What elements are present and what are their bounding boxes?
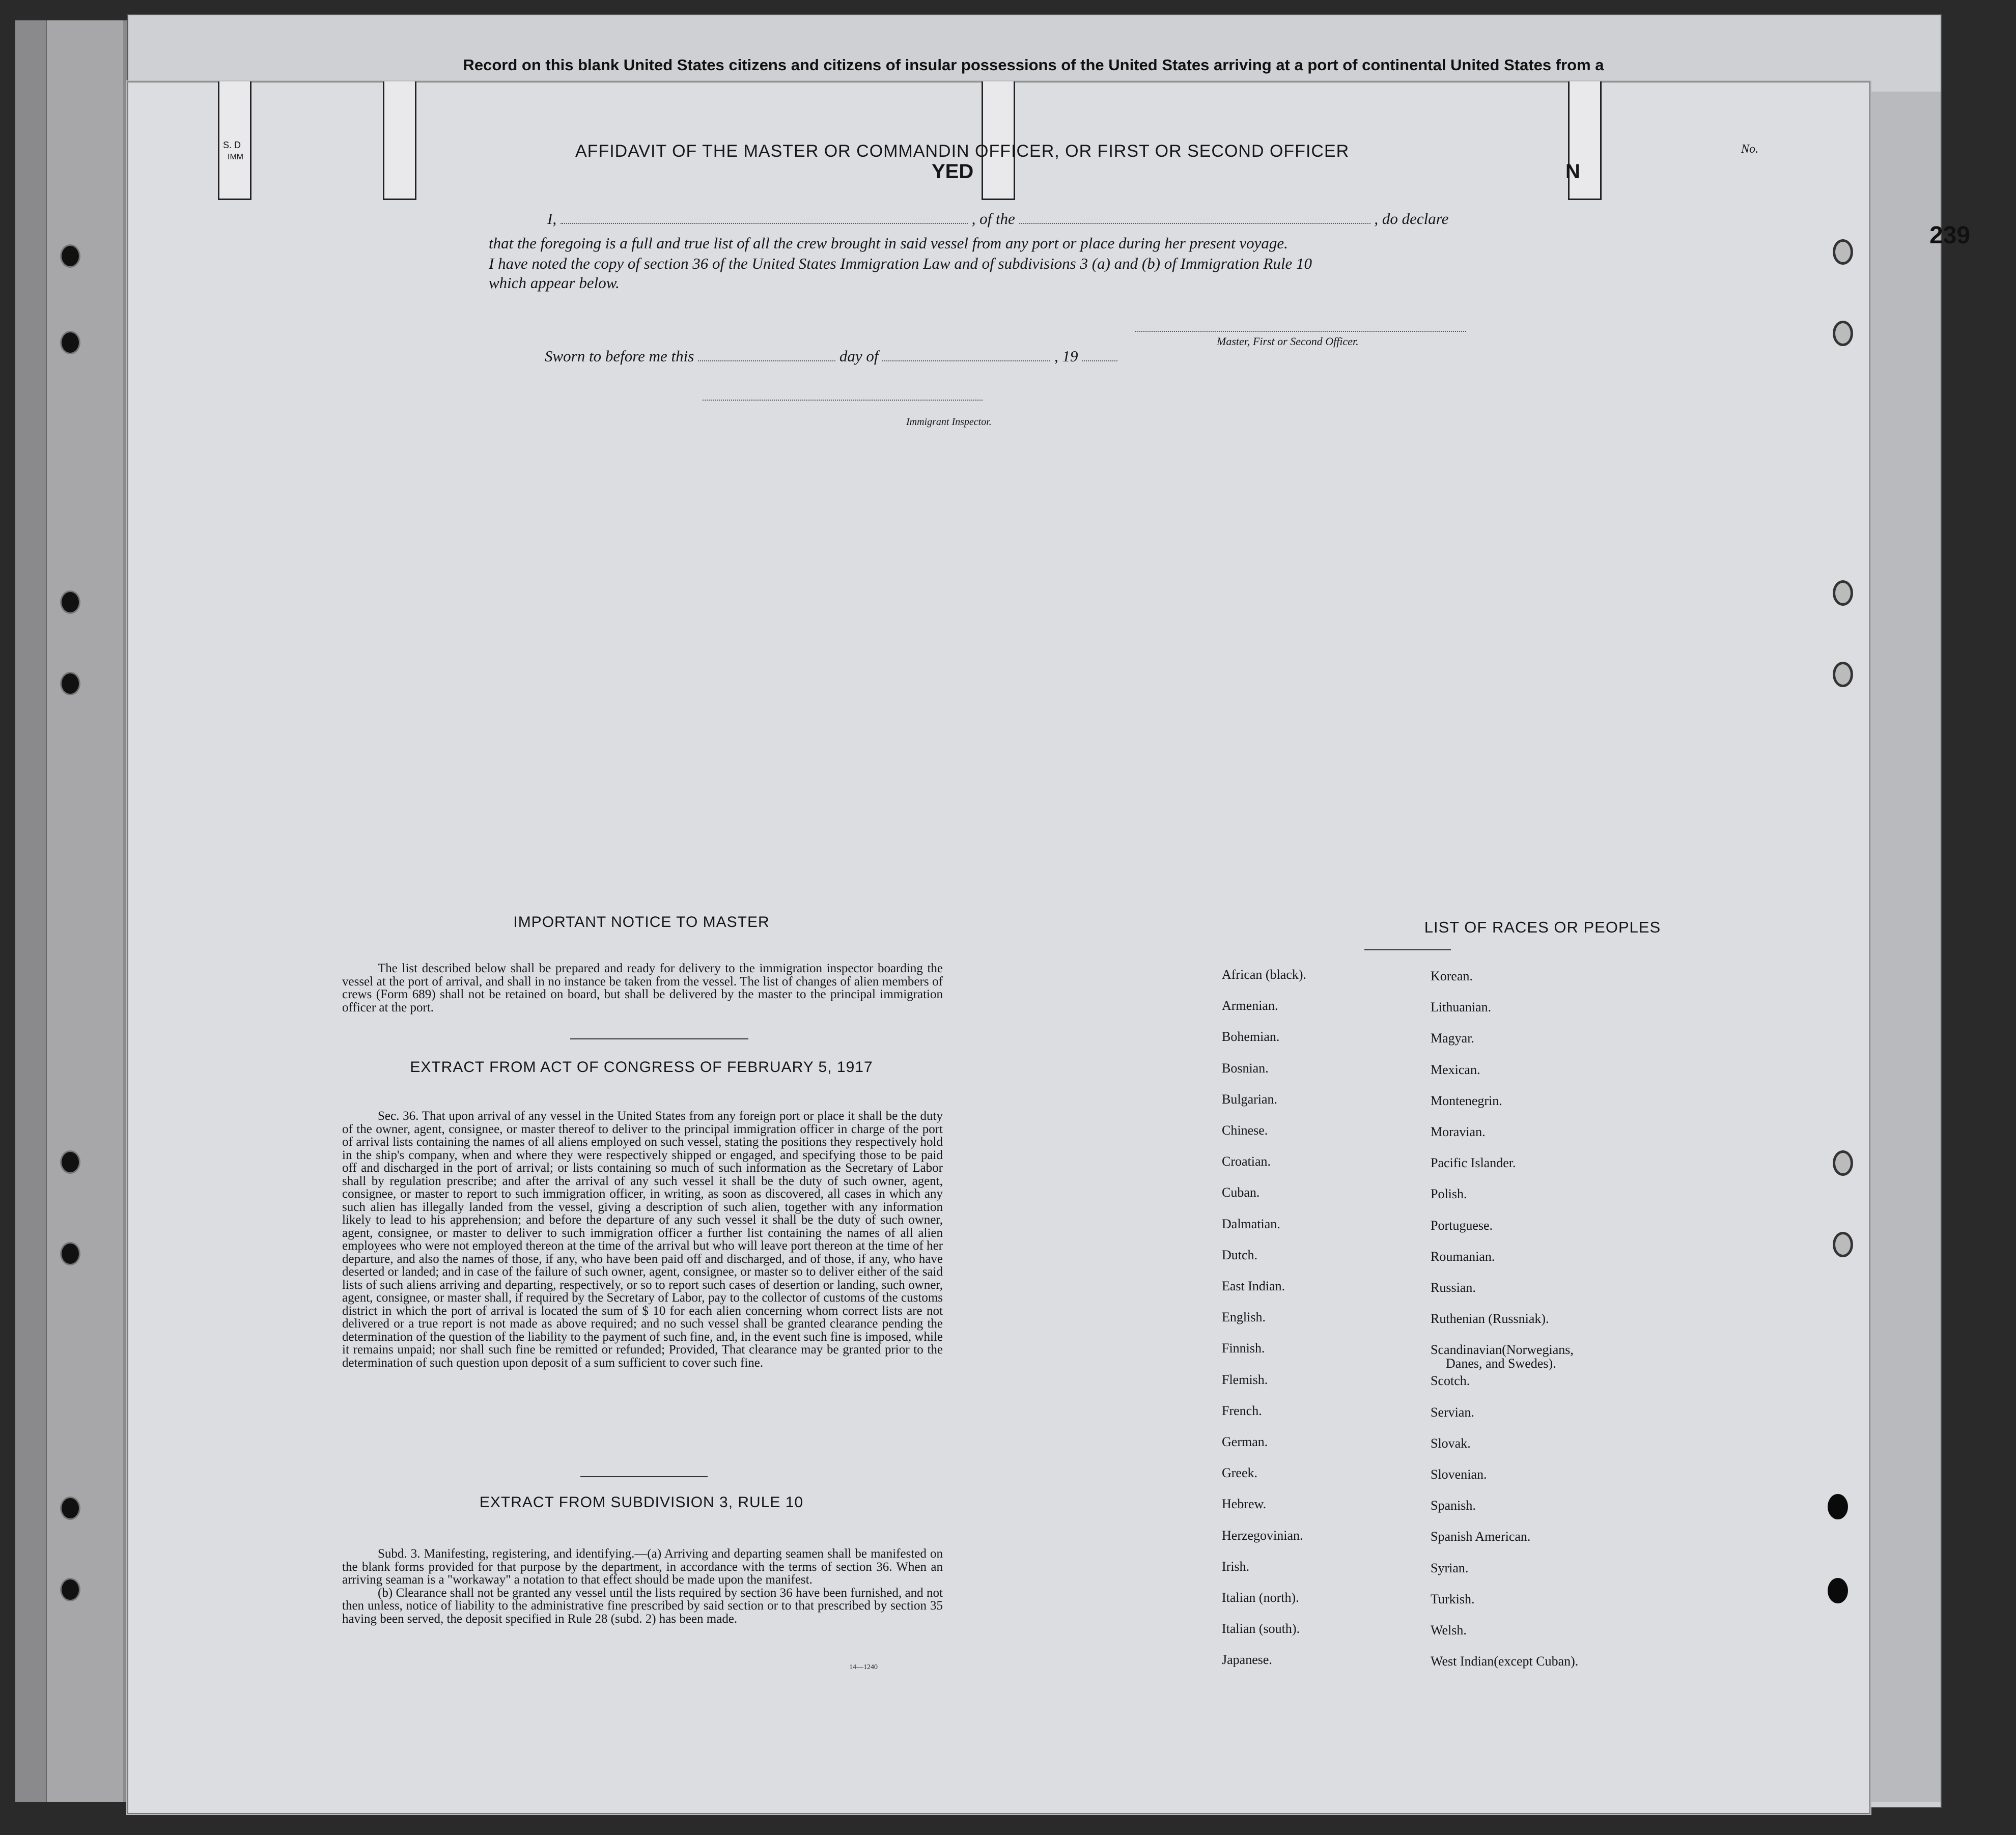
form-number: 14—1240 <box>849 1663 878 1671</box>
race-item: Dalmatian. <box>1222 1216 1280 1231</box>
punch-hole-icon <box>1828 1494 1848 1519</box>
inspector-signature-caption: Immigrant Inspector. <box>906 416 992 428</box>
race-item: Danes, and Swedes). <box>1446 1356 1556 1371</box>
race-item: Welsh. <box>1431 1623 1467 1638</box>
sworn-month-field[interactable] <box>882 347 1050 361</box>
punch-hole-icon <box>1833 321 1853 346</box>
sworn-line <box>545 347 1117 365</box>
right-page-edge <box>1868 92 1941 1802</box>
sworn-year-field[interactable] <box>1082 347 1117 361</box>
declaration-of-the: , of the <box>971 210 1015 228</box>
race-item: Bulgarian. <box>1222 1091 1278 1107</box>
race-item: Turkish. <box>1431 1591 1475 1606</box>
section-divider <box>570 1038 748 1039</box>
act-title: EXTRACT FROM ACT OF CONGRESS OF FEBRUARY 5, 1917 <box>410 1059 873 1076</box>
declaration-i: I, <box>547 210 557 228</box>
sworn-prefix: Sworn to before me this <box>545 347 694 365</box>
race-item: Russian. <box>1431 1280 1476 1295</box>
act-paragraph: Sec. 36. That upon arrival of any vessel in the United States from any foreign port or place it shall be the duty of the owner, agent, consignee, or master thereof to deliver to the principal immigration officer in charge of the port of arrival lists containing the names of all aliens employed on such vessel, stating the positions they respectively hold in the ship's company, when and where they were respectively shipped or engaged, and specifying those to be paid off and discharged in the port of arrival; or lists containing so much of such information as the Secretary of Labor shall by regulation prescribe; and after the arrival of any such vessel it shall be the duty of such owner, agent, consignee, or master to report to such immigration officer, in writing, as soon as discovered, all cases in which any such alien has illegally landed from the vessel, giving a description of such alien, together with any information likely to lead to his apprehension; and before the departure of any such vessel it shall be the duty of such owner, agent, consignee, or master to deliver to such immigration officer a further list containing the names of all alien employees who were not employed thereon at the time of the arrival but who will leave port thereon at the time of her departure, and also the names of those, if any, who have been paid off and discharged, and of those, if any, who have deserted or landed; and in case of the failure of such owner, agent, consignee, or master so to deliver either of the said lists of such aliens arriving and departing, respectively, or so to report such cases of desertion or landing, such owner, agent, consignee, or master shall, if required by the Secretary of Labor, pay to the collector of customs of the customs district in which the port of arrival is located the sum of $ 10 for each alien concerning whom correct lists are not delivered or a true report is not made as above required; and no such vessel shall be granted clearance pending the determination of the question of the liability to the payment of such fine, and, in the event such fine is imposed, while it remains unpaid; nor shall such fine be remitted or refunded; Provided, That clearance may be granted prior to the determination of such question upon deposit of a sum sufficient to cover such fine. <box>342 1109 943 1370</box>
punch-hole-icon <box>1828 1578 1848 1603</box>
declaration-line-2: that the foregoing is a full and true list of all the crew brought in said vessel from any port or place during her present voyage. <box>489 234 1288 252</box>
punch-hole-icon <box>1833 239 1853 265</box>
race-item: Lithuanian. <box>1431 1000 1492 1015</box>
sworn-day-of: day of <box>839 347 879 365</box>
race-item: Dutch. <box>1222 1247 1258 1262</box>
binder-hole-icon <box>60 1497 80 1520</box>
binder-hole-icon <box>60 1578 80 1601</box>
form-office-sublabel: IMM <box>228 153 244 161</box>
race-item: Spanish. <box>1431 1498 1476 1513</box>
race-item: Pacific Islander. <box>1431 1155 1516 1171</box>
inspector-signature-line[interactable] <box>703 400 983 401</box>
race-item: Moravian. <box>1431 1124 1486 1139</box>
race-item: Bosnian. <box>1222 1060 1269 1076</box>
punch-hole-icon <box>1833 662 1853 687</box>
race-item: Italian (north). <box>1222 1590 1299 1605</box>
race-item: German. <box>1222 1434 1268 1449</box>
binder-hole-icon <box>60 331 80 354</box>
sworn-day-field[interactable] <box>698 347 835 361</box>
race-item: Japanese. <box>1222 1652 1272 1668</box>
race-item: Chinese. <box>1222 1123 1268 1138</box>
binder-hole-icon <box>60 590 80 614</box>
races-title: LIST OF RACES OR PEOPLES <box>1424 918 1661 936</box>
race-item: Scotch. <box>1431 1373 1470 1389</box>
stamp-fragment-right: N <box>1565 160 1580 183</box>
notice-paragraph: The list described below shall be prepared and ready for delivery to the immigration inspector boarding the vessel at the port of arrival, and shall in no instance be taken from the vessel. The list of changes of alien members of crews (Form 689) shall not be retained on board, but shall be delivered by the master to the principal immigration officer at the port. <box>342 962 943 1014</box>
affidavit-title: AFFIDAVIT OF THE MASTER OR COMMANDIN OFFICER, OR FIRST OR SECOND OFFICER <box>575 142 1350 161</box>
race-item: French. <box>1222 1403 1262 1418</box>
stamp-fragment: YED <box>932 160 974 183</box>
race-item: Scandinavian(Norwegians, <box>1431 1342 1574 1358</box>
sworn-year: , 19 <box>1054 347 1078 365</box>
race-item: Irish. <box>1222 1559 1250 1574</box>
race-item: English. <box>1222 1310 1266 1325</box>
race-item: Italian (south). <box>1222 1621 1300 1636</box>
binding-tab <box>982 81 1015 200</box>
punch-hole-icon <box>1833 1232 1853 1257</box>
binder-hole-icon <box>60 672 80 695</box>
number-label: No. <box>1741 143 1759 156</box>
race-item: Greek. <box>1222 1465 1258 1481</box>
race-item: Montenegrin. <box>1431 1093 1502 1108</box>
race-item: Spanish American. <box>1431 1529 1531 1544</box>
punch-hole-icon <box>1833 1150 1853 1176</box>
race-item: Flemish. <box>1222 1372 1268 1387</box>
race-item: Polish. <box>1431 1187 1467 1202</box>
declaration-line-1 <box>547 210 1448 228</box>
race-item: Syrian. <box>1431 1560 1469 1575</box>
race-item: Croatian. <box>1222 1154 1271 1169</box>
rule-paragraph-a: Subd. 3. Manifesting, registering, and identifying.—(a) Arriving and departing seamen shall be manifested on the blank forms provided for that purpose by the department, in accordance with the terms of section 36. When an arriving seaman is a "workaway" a notation to that effect should be made upon the manifest. <box>342 1547 943 1587</box>
officer-signature-line[interactable] <box>1135 331 1466 332</box>
race-item: Slovenian. <box>1431 1467 1487 1482</box>
back-sheet-header: Record on this blank United States citizens and citizens of insular possessions of the United States arriving at a port of continental United States from a <box>463 56 1604 74</box>
race-item: West Indian(except Cuban). <box>1431 1654 1579 1669</box>
act-text <box>342 1110 943 1369</box>
binding-tab <box>383 81 416 200</box>
declaration-line-3: I have noted the copy of section 36 of the United States Immigration Law and of subdivisions 3 (a) and (b) of Immigration Rule 10 <box>489 255 1312 272</box>
binder-hole-icon <box>60 1150 80 1174</box>
race-item: Finnish. <box>1222 1341 1265 1356</box>
notice-title: IMPORTANT NOTICE TO MASTER <box>513 914 770 930</box>
form-office-label: S. D <box>223 140 241 150</box>
binder-hole-icon <box>60 244 80 268</box>
punch-hole-icon <box>1833 580 1853 606</box>
binder-hole-icon <box>60 1242 80 1265</box>
name-field[interactable] <box>561 210 968 224</box>
rule-text <box>342 1547 943 1625</box>
page-number: 239 <box>1929 222 1971 249</box>
race-item: Magyar. <box>1431 1031 1474 1046</box>
race-item: Korean. <box>1431 969 1473 983</box>
race-item: African (black). <box>1222 967 1307 982</box>
vessel-field[interactable] <box>1019 210 1370 224</box>
notice-text <box>342 962 943 1014</box>
rule-paragraph-b: (b) Clearance shall not be granted any vessel until the lists required by section 36 have been furnished, and not then unless, notice of liability to the administrative fine prescribed by said section or to that prescribed by section 35 having been served, the deposit specified in Rule 28 (subd. 2) has been made. <box>342 1586 943 1626</box>
race-item: East Indian. <box>1222 1279 1285 1293</box>
race-item: Mexican. <box>1431 1062 1480 1077</box>
race-item: Roumanian. <box>1431 1249 1495 1264</box>
race-item: Herzegovinian. <box>1222 1528 1303 1543</box>
race-item: Ruthenian (Russniak). <box>1431 1311 1549 1326</box>
declaration-declare: , do declare <box>1374 210 1449 228</box>
declaration-line-4: which appear below. <box>489 274 620 292</box>
binder-strip <box>15 20 129 1802</box>
race-item: Slovak. <box>1431 1435 1471 1451</box>
race-item: Bohemian. <box>1222 1029 1280 1044</box>
race-item: Armenian. <box>1222 998 1278 1013</box>
race-item: Servian. <box>1431 1404 1474 1420</box>
section-divider <box>580 1476 708 1477</box>
officer-signature-caption: Master, First or Second Officer. <box>1217 335 1359 348</box>
section-divider <box>1364 949 1451 950</box>
rule-title: EXTRACT FROM SUBDIVISION 3, RULE 10 <box>479 1494 804 1511</box>
race-item: Portuguese. <box>1431 1218 1493 1233</box>
race-item: Hebrew. <box>1222 1497 1267 1512</box>
race-item: Cuban. <box>1222 1185 1260 1200</box>
